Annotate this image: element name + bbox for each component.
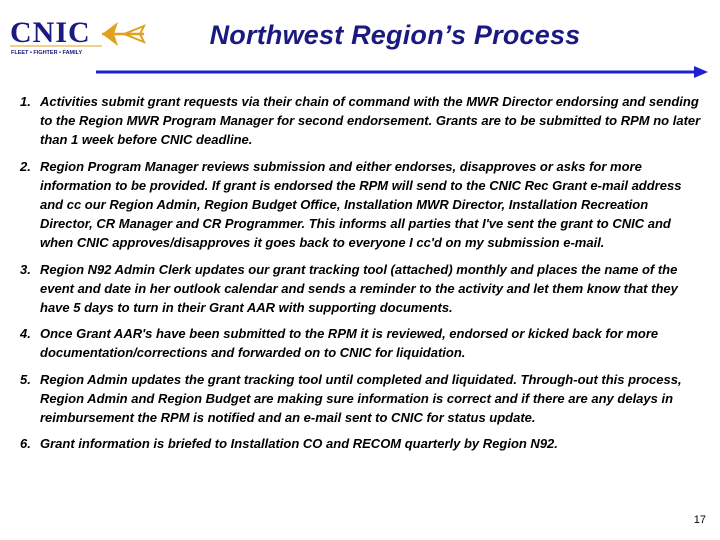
step-text: Activities submit grant requests via their chain of command with the MWR Director endorsing and sending to the Region MWR Program Manager for second endorsement. Grants are to be submitted to RPM no later than 1 week before CNIC deadline. [40, 94, 701, 148]
process-step-1 [20, 92, 704, 150]
step-number: 1. [20, 94, 31, 109]
process-list [20, 92, 704, 460]
process-step-4 [20, 324, 704, 362]
process-step-3 [20, 260, 704, 318]
step-text: Grant information is briefed to Installation CO and RECOM quarterly by Region N92. [40, 436, 558, 452]
step-number: 6. [20, 436, 31, 452]
page-title: Northwest Region’s Process [209, 20, 581, 50]
process-step-2 [20, 157, 704, 253]
step-text: Region N92 Admin Clerk updates our grant tracking tool (attached) monthly and places the name of the event and date in her outlook calendar and sends a reminder to the activity and let them know that they have 5 days to turn in their Grant AAR with supporting documents. [40, 261, 678, 316]
cnic-logo-text: CNIC [10, 16, 91, 49]
cnic-logo-tagline: FLEET • FIGHTER • FAMILY [11, 50, 83, 56]
process-step-6 [20, 434, 704, 453]
step-number: 5. [20, 371, 31, 387]
cnic-logo-graphic [6, 8, 156, 58]
title-underline-arrow [96, 62, 712, 82]
step-text: Region Program Manager reviews submission and either endorses, disapproves or asks for more information to be provided. If grant is endorsed the RPM will send to the CNIC Rec Grant e-mail address and cc our Region Admin, Region Budget Office, Installation MWR Director, Installation Recreation Director, CR Manager and CR Programmer. This informs all parties that I've sent the grant to CNIC and when CNIC approves/disapproves it goes back to everyone I cc'd on my submission e-mail. [40, 158, 682, 251]
step-number: 2. [20, 158, 31, 174]
page-number: 17 [693, 514, 706, 526]
step-number: 3. [20, 261, 31, 277]
process-step-5 [20, 370, 704, 428]
cnic-logo [6, 8, 156, 58]
step-number: 4. [20, 326, 31, 342]
step-text: Once Grant AAR's have been submitted to the RPM it is reviewed, endorsed or kicked back for more documentation/corrections and forwarded on to CNIC for liquidation. [40, 326, 659, 361]
step-text: Region Admin updates the grant tracking tool until completed and liquidated. Through-out this process, Region Admin and Region Budget are making sure information is correct and if there are any delays in reimbursement the RPM is notified and an e-mail sent to CNIC for status update. [40, 371, 682, 426]
